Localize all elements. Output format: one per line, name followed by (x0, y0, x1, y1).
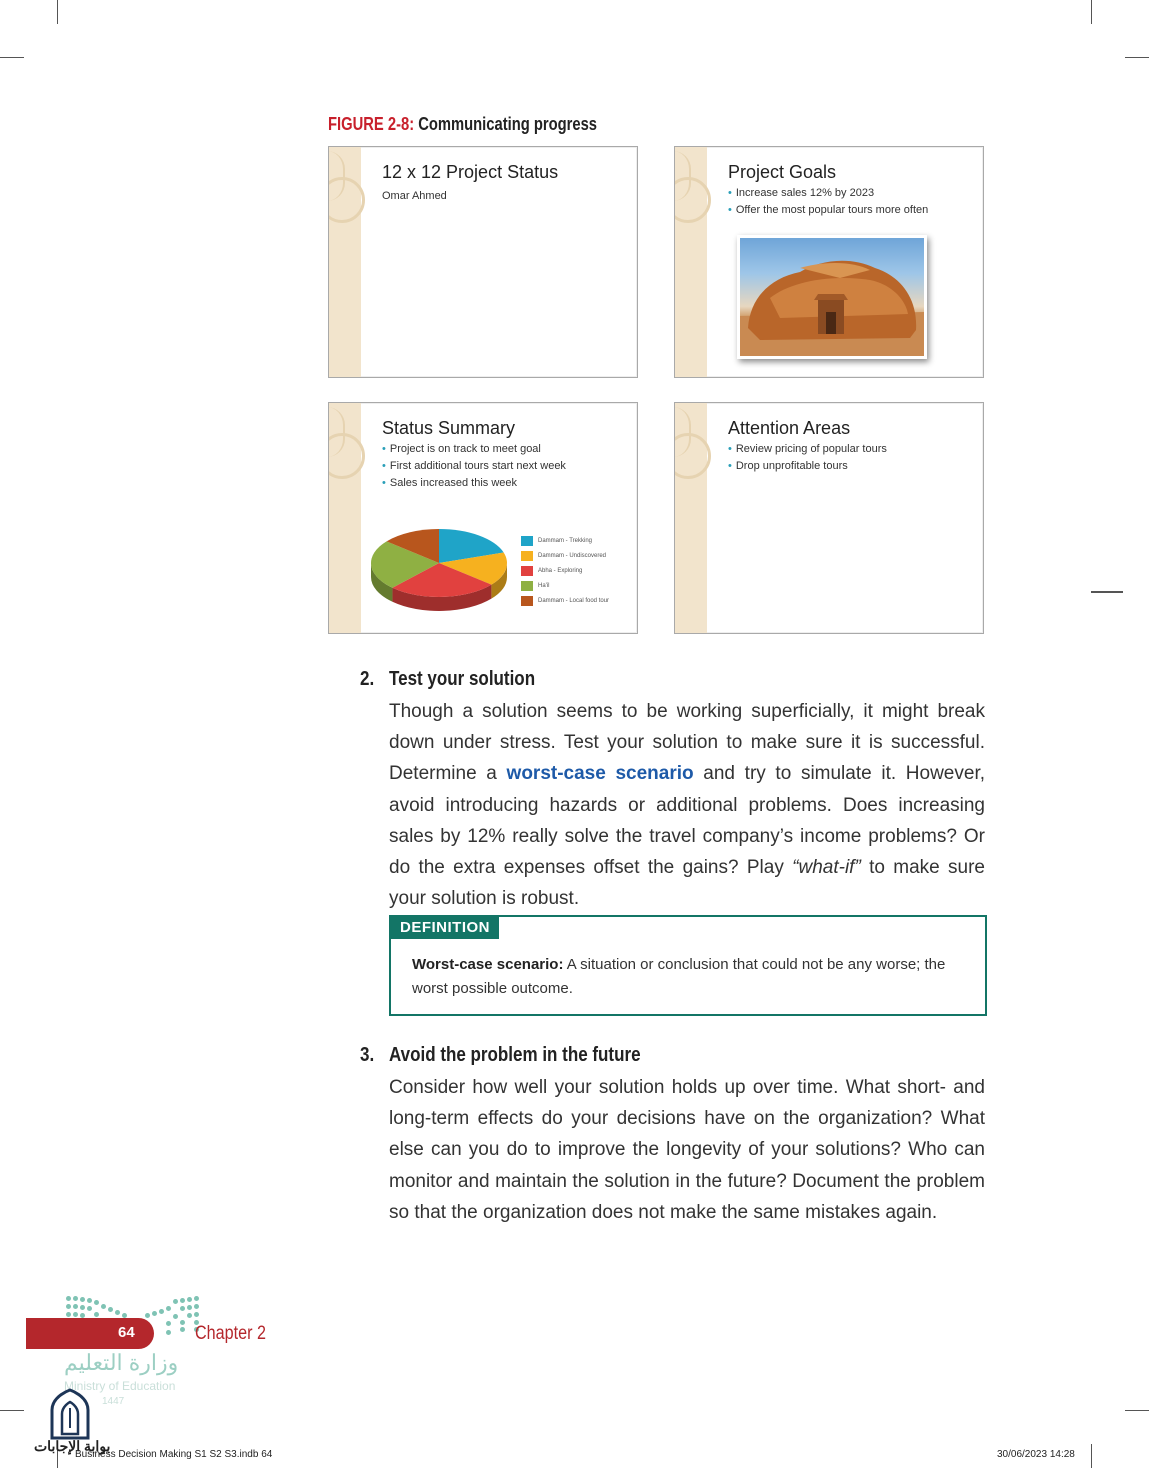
section-3-paragraph: Consider how well your solution holds up over time. What short- and long-term effects do your decisions have on the organization? What else can you do to improve the longevity of your solutions? Who can monitor and maintain the solution in the future? Document the problem so that the organization does not make the same mistakes again. (389, 1077, 985, 1223)
watermark-logo-icon (48, 1388, 92, 1440)
logo-dot (145, 1313, 150, 1318)
logo-dot (180, 1327, 185, 1332)
slide-bullets (728, 187, 928, 221)
bullet-item: • Review pricing of popular tours (728, 443, 887, 455)
slide-decor-band (675, 147, 707, 377)
logo-dot (80, 1305, 85, 1310)
paragraph-text: to make sure your solution is robust. (389, 857, 986, 910)
paragraph-text: Though a solution seems to be working superficially, it might break down under stress. Test your solution to make sure it is successful. Determine a (389, 701, 985, 785)
legend-swatch (521, 581, 533, 591)
bullet-item: • Project is on track to meet goal (382, 443, 566, 455)
legend-item (521, 578, 609, 593)
pie-chart (369, 523, 514, 618)
bullet-item: • Drop unprofitable tours (728, 460, 887, 472)
section-2-number: 2. (360, 668, 375, 690)
rock-tomb-photo (737, 235, 927, 359)
logo-dot (173, 1314, 178, 1319)
legend-label: Dammam - Trekking (538, 537, 593, 544)
legend-label: Abha - Exploring (538, 567, 583, 574)
logo-dot (87, 1306, 92, 1311)
logo-dot (166, 1306, 171, 1311)
logo-dot (187, 1297, 192, 1302)
logo-dot (194, 1312, 199, 1317)
logo-dot (173, 1299, 178, 1304)
legend-swatch (521, 566, 533, 576)
slide-title: 12 x 12 Project Status (382, 162, 559, 182)
logo-dot (73, 1304, 78, 1309)
chapter-label: Chapter 2 (195, 1323, 266, 1344)
bullet-item: • Increase sales 12% by 2023 (728, 187, 928, 199)
section-2-heading: Test your solution (389, 668, 536, 690)
definition-term: Worst-case scenario: (412, 956, 564, 973)
logo-dot (87, 1298, 92, 1303)
logo-dot (73, 1296, 78, 1301)
legend-item (521, 533, 609, 548)
legend-label: Dammam - Undiscovered (538, 552, 607, 559)
logo-dot (180, 1320, 185, 1325)
slide-decor-band (329, 403, 361, 633)
pie-legend (521, 533, 609, 608)
definition-body: A situation or conclusion that could not be any worse; the worst possible outcome. (412, 956, 946, 997)
logo-dot (94, 1312, 99, 1317)
legend-item (521, 593, 609, 608)
slide-title: Status Summary (382, 418, 516, 438)
logo-dot (180, 1306, 185, 1311)
bullet-item: • Sales increased this week (382, 477, 566, 489)
legend-label: Dammam - Local food tour (538, 597, 610, 604)
logo-dot (66, 1296, 71, 1301)
logo-dot (159, 1309, 164, 1314)
logo-dot (108, 1307, 113, 1312)
logo-dot (180, 1298, 185, 1303)
page-number: 64 (118, 1324, 135, 1341)
watermark-text: بوابة الإجابات (34, 1438, 111, 1454)
file-slug: Business Decision Making S1 S2 S3.indb 64 (75, 1449, 273, 1460)
logo-dot (166, 1330, 171, 1335)
ministry-arabic: وزارة التعليم (64, 1350, 179, 1375)
ministry-english: Ministry of Education (64, 1379, 176, 1393)
logo-dot (166, 1321, 171, 1326)
section-3-heading: Avoid the problem in the future (389, 1044, 641, 1066)
logo-dot (152, 1311, 157, 1316)
slide-decor-band (675, 403, 707, 633)
logo-dot (80, 1297, 85, 1302)
date-slug: 30/06/2023 14:28 (997, 1449, 1075, 1460)
bullet-item: • Offer the most popular tours more often (728, 204, 928, 216)
legend-item (521, 548, 609, 563)
section-2-paragraph (389, 696, 985, 914)
slide-subtitle: Omar Ahmed (382, 190, 447, 202)
logo-dot (101, 1304, 106, 1309)
logo-dot (115, 1310, 120, 1315)
logo-dot (66, 1304, 71, 1309)
slide-project-status (328, 146, 638, 378)
paragraph-text: and try to simulate it. However, avoid introducing hazards or additional problems. Does increasing sales by 12% really solve the travel company’s income problems? Or do the extra expenses offset the gains? Play (389, 763, 985, 879)
slide-title: Project Goals (728, 162, 837, 182)
logo-dot (66, 1312, 71, 1317)
logo-dot (94, 1300, 99, 1305)
ministry-year: 1447 (102, 1396, 125, 1407)
legend-swatch (521, 596, 533, 606)
definition-box (389, 915, 987, 1016)
definition-text (412, 953, 952, 1001)
slide-project-goals (674, 146, 984, 378)
legend-label: Ha'il (538, 582, 550, 589)
figure-title: Communicating progress (418, 114, 598, 134)
slide-attention-areas (674, 402, 984, 634)
definition-header: DEFINITION (391, 917, 499, 939)
key-term: worst-case scenario (506, 763, 694, 785)
logo-dot (187, 1305, 192, 1310)
slide-bullets (728, 443, 887, 477)
bullet-item: • First additional tours start next week (382, 460, 566, 472)
slide-status-summary (328, 402, 638, 634)
what-if-text: “what-if” (792, 857, 861, 879)
logo-dot (73, 1312, 78, 1317)
slide-decor-band (329, 147, 361, 377)
legend-item (521, 563, 609, 578)
figure-caption (328, 114, 597, 135)
section-3-number: 3. (360, 1044, 375, 1066)
legend-swatch (521, 536, 533, 546)
slide-title: Attention Areas (728, 418, 851, 438)
logo-dot (194, 1296, 199, 1301)
logo-dot (194, 1304, 199, 1309)
logo-dot (187, 1313, 192, 1318)
legend-swatch (521, 551, 533, 561)
figure-label: FIGURE 2-8: (328, 114, 415, 134)
slide-bullets (382, 443, 566, 494)
